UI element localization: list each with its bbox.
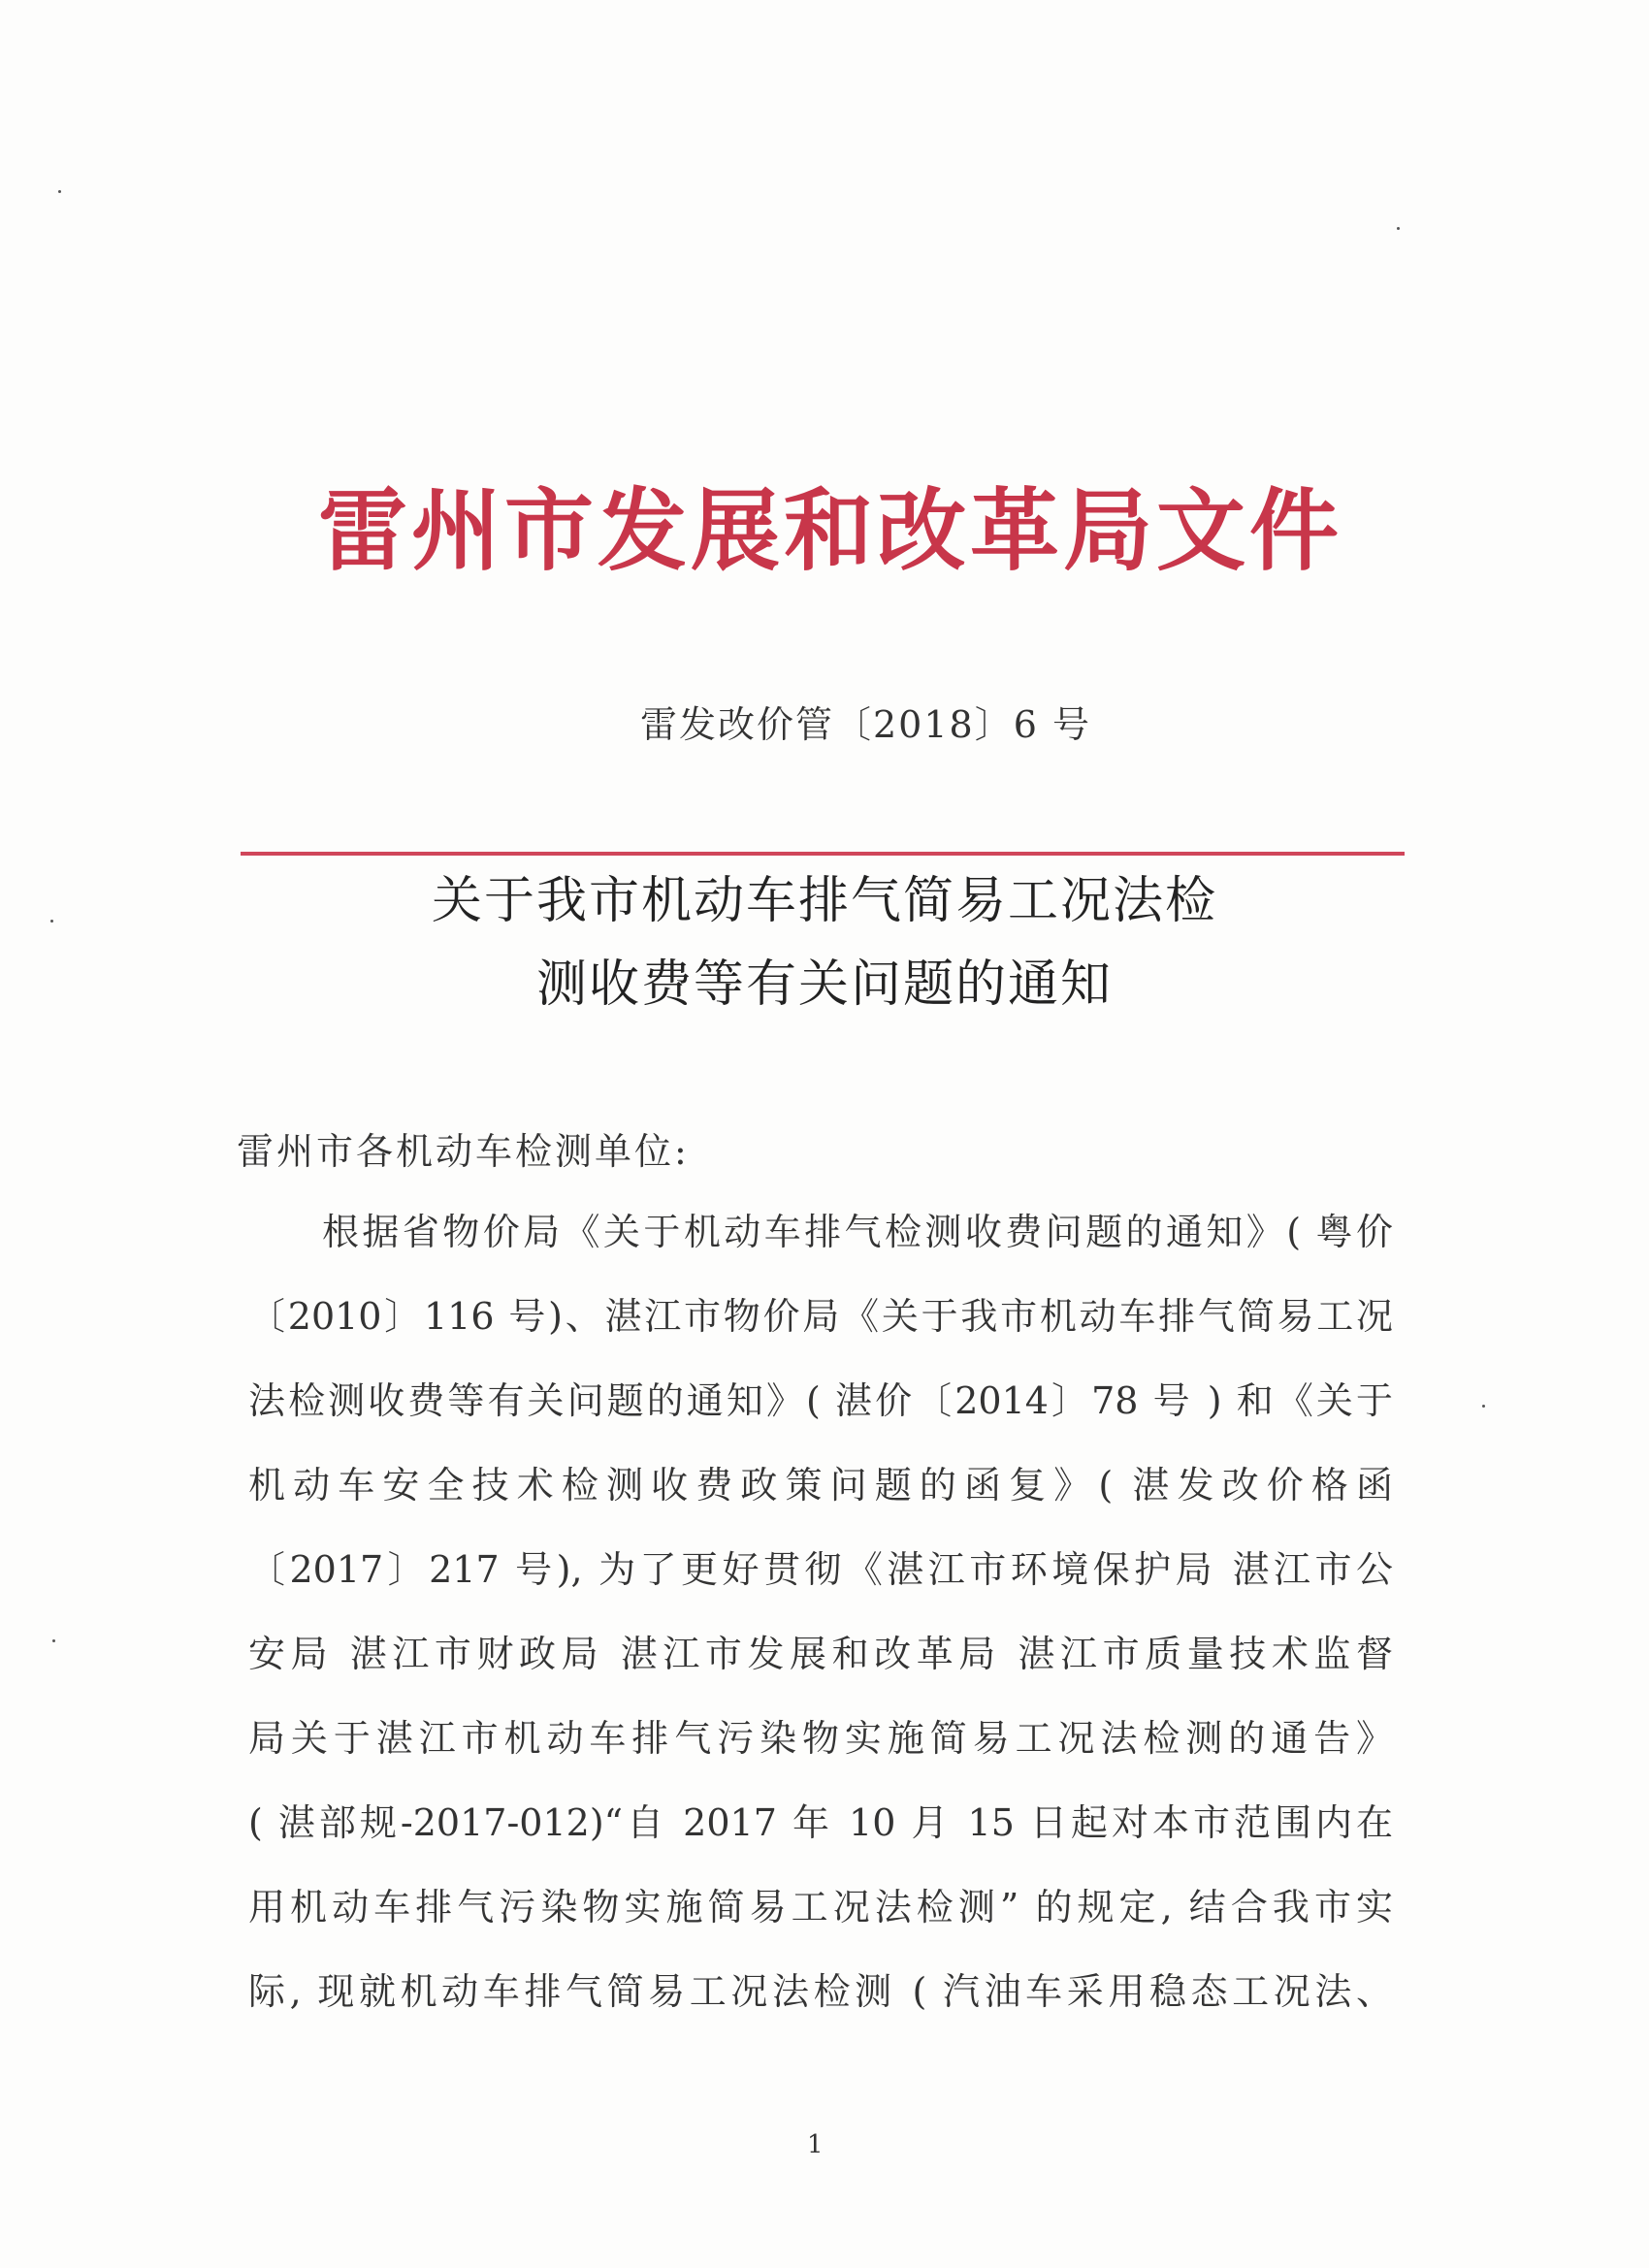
body-line: 安局 湛江市财政局 湛江市发展和改革局 湛江市质量技术监督	[248, 1633, 1393, 1675]
scan-speck	[1482, 1405, 1485, 1408]
scan-speck	[1397, 227, 1400, 230]
body-line: 机动车安全技术检测收费政策问题的函复》( 湛发改价格函	[248, 1464, 1393, 1507]
scan-speck	[52, 1639, 55, 1642]
body-line: 法检测收费等有关问题的通知》( 湛价〔2014〕78 号 ) 和《关于	[248, 1379, 1393, 1422]
body-line: 际, 现就机动车排气简易工况法检测 ( 汽油车采用稳态工况法、	[248, 1970, 1393, 2013]
body-line: 〔2010〕116 号)、湛江市物价局《关于我市机动车排气简易工况	[248, 1295, 1393, 1338]
page-number: 1	[807, 2130, 824, 2159]
issuer-title: 雷州市发展和改革局文件	[317, 478, 1342, 583]
scan-speck	[58, 190, 61, 193]
document-subject	[320, 859, 1329, 1026]
subject-line: 关于我市机动车排气简易工况法检	[431, 872, 1217, 930]
document-body	[248, 1203, 1393, 2047]
red-divider-line	[241, 852, 1405, 856]
subject-line: 测收费等有关问题的通知	[535, 956, 1113, 1014]
body-line: 〔2017〕217 号), 为了更好贯彻《湛江市环境保护局 湛江市公	[248, 1548, 1393, 1591]
salutation: 雷州市各机动车检测单位:	[237, 1130, 690, 1173]
body-line: 局关于湛江市机动车排气污染物实施简易工况法检测的通告》	[248, 1717, 1393, 1760]
body-line: 用机动车排气污染物实施简易工况法检测” 的规定, 结合我市实	[248, 1886, 1393, 1928]
document-number: 雷发改价管〔2018〕6 号	[640, 703, 1091, 746]
body-line: ( 湛部规-2017-012)“自 2017 年 10 月 15 日起对本市范围内在	[248, 1801, 1393, 1844]
body-line: 根据省物价局《关于机动车排气检测收费问题的通知》( 粤价	[322, 1211, 1393, 1253]
scan-speck	[50, 920, 53, 923]
